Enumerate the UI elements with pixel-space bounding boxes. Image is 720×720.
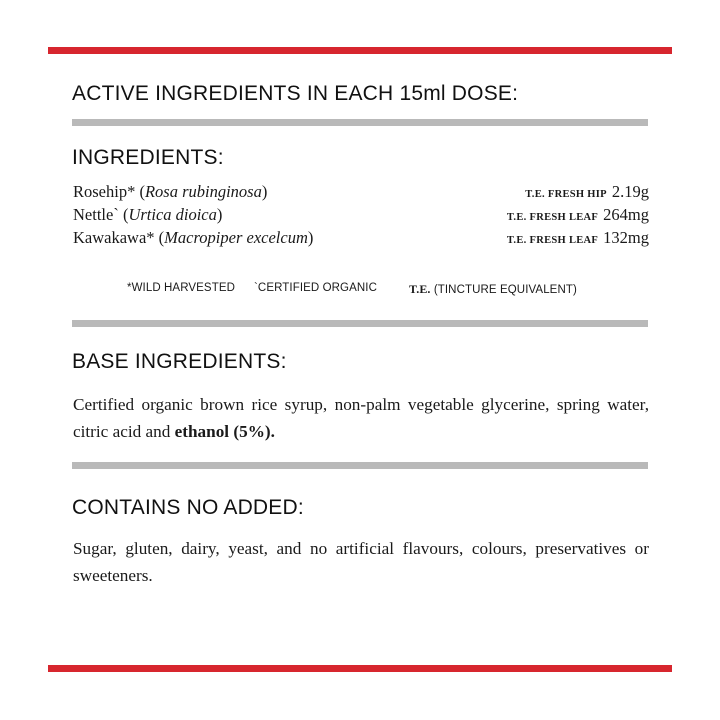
ingredient-dose: T.E. FRESH LEAF 264mg [506,205,649,224]
contains-no-added-heading: CONTAINS NO ADDED: [72,496,304,519]
ingredient-name: Rosehip* (Rosa rubinginosa) [73,182,268,201]
ingredient-dose: T.E. FRESH HIP 2.19g [525,182,649,201]
divider [72,320,648,327]
ingredient-row [73,228,649,250]
ingredient-name: Kawakawa* (Macropiper excelcum) [73,228,314,247]
legend-tincture-equivalent: T.E. (TINCTURE EQUIVALENT) [409,282,577,296]
base-ingredients-heading: BASE INGREDIENTS: [72,350,287,373]
ingredients-heading: INGREDIENTS: [72,146,224,169]
ingredient-row [73,205,649,227]
legend-certified-organic: `CERTIFIED ORGANIC [254,282,377,294]
ingredient-dose: T.E. FRESH LEAF 132mg [506,228,649,247]
ingredient-row [73,182,649,204]
ingredient-name: Nettle` (Urtica dioica) [73,205,223,224]
legend-wild-harvested: *WILD HARVESTED [127,282,236,294]
base-ingredients-text: Certified organic brown rice syrup, non-palm vegetable glycerine, spring water, citric acid and ethanol (5%). [73,395,649,441]
no-added-text: Sugar, gluten, dairy, yeast, and no artificial flavours, colours, preservatives or sweeteners. [73,539,649,585]
divider [72,119,648,126]
divider [72,462,648,469]
bottom-red-rule [48,665,672,672]
top-red-rule [48,47,672,54]
active-ingredients-heading: ACTIVE INGREDIENTS IN EACH 15ml DOSE: [72,82,519,105]
